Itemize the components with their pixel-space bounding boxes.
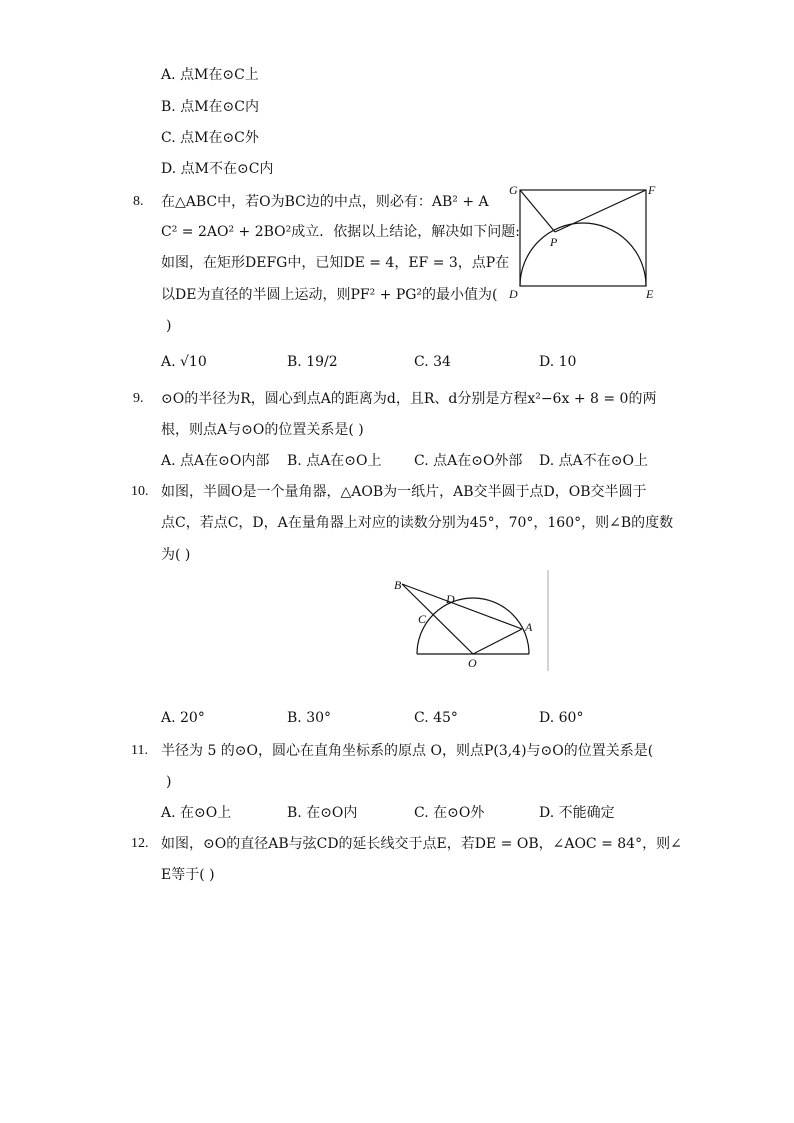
q9-option-c: C. 点A在⊙O外部: [414, 453, 523, 469]
q8-line-2: C² = 2AO² + 2BO²成立．依据以上结论，解决如下问题:: [161, 224, 520, 240]
label-a: A: [525, 620, 533, 634]
protractor-arc: [417, 598, 529, 654]
q10-figure: [388, 568, 553, 673]
q12-line-1: 如图，⊙O的直径AB与弦CD的延长线交于点E，若DE = OB，∠AOC = 84°，则∠: [161, 836, 682, 852]
label-f: F: [648, 183, 656, 197]
q8-option-a: A. √10: [161, 354, 207, 370]
q10-option-b: B. 30°: [287, 710, 332, 726]
label-g: G: [509, 183, 518, 197]
q11-option-c: C. 在⊙O外: [414, 805, 485, 821]
q9-number: 9.: [133, 391, 144, 406]
rectangle-defg: [520, 190, 646, 286]
label-e: E: [646, 287, 654, 301]
q8-option-d: D. 10: [539, 354, 577, 370]
q9-option-d: D. 点A不在⊙O上: [539, 453, 648, 469]
q10-option-d: D. 60°: [539, 710, 584, 726]
q7-option-a: A. 点M在⊙C上: [161, 67, 259, 83]
q10-line-2: 点C，若点C，D，A在量角器上对应的读数分别为45°，70°，160°，则∠B的度数: [161, 515, 674, 531]
q8-number: 8.: [133, 194, 144, 209]
segment-gp: [520, 190, 555, 232]
q7-option-b: B. 点M在⊙C内: [161, 99, 259, 115]
q7-option-c: C. 点M在⊙C外: [161, 130, 259, 146]
label-d: D: [509, 287, 518, 301]
semicircle-de: [520, 223, 646, 286]
q11-line-1: 半径为 5 的⊙O，圆心在直角坐标系的原点 O，则点P(3,4)与⊙O的位置关系是(: [161, 743, 654, 759]
q11-option-b: B. 在⊙O内: [287, 805, 358, 821]
q12-line-2: E等于( ): [161, 867, 215, 883]
label-b: B: [394, 578, 402, 592]
q10-line-3: 为( ): [161, 547, 191, 563]
q9-option-b: B. 点A在⊙O上: [287, 453, 382, 469]
q8-option-b: B. 19/2: [287, 354, 338, 370]
label-p: P: [550, 235, 558, 249]
q7-option-d: D. 点M不在⊙C内: [161, 161, 274, 177]
q8-line-3: 如图，在矩形DEFG中，已知DE = 4，EF = 3，点P在: [161, 255, 510, 271]
q10-option-a: A. 20°: [161, 710, 205, 726]
q9-option-a: A. 点A在⊙O内部: [161, 453, 270, 469]
q11-number: 11.: [131, 743, 148, 758]
segment-oa: [473, 629, 522, 654]
q8-line-5: ): [166, 318, 172, 334]
q8-figure: [505, 178, 665, 303]
q10-option-c: C. 45°: [414, 710, 458, 726]
q9-line-2: 根，则点A与⊙O的位置关系是( ): [161, 422, 364, 438]
q10-line-1: 如图，半圆O是一个量角器，△AOB为一纸片，AB交半圆于点D，OB交半圆于: [161, 484, 647, 500]
q11-option-a: A. 在⊙O上: [161, 805, 232, 821]
label-c: C: [418, 612, 427, 626]
q8-line-1: 在△ABC中，若O为BC边的中点，则必有：AB² + A: [161, 194, 489, 210]
label-o: O: [468, 656, 477, 670]
label-d: D: [446, 592, 455, 606]
q10-number: 10.: [131, 484, 149, 499]
q11-option-d: D. 不能确定: [539, 805, 615, 821]
q11-line-2: ): [166, 774, 172, 790]
q8-line-4: 以DE为直径的半圆上运动，则PF² + PG²的最小值为(: [161, 287, 498, 303]
q12-number: 12.: [131, 836, 149, 851]
q8-option-c: C. 34: [414, 354, 451, 370]
segment-bo: [402, 584, 473, 654]
q9-line-1: ⊙O的半径为R，圆心到点A的距离为d，且R、d分别是方程x²−6x + 8 = 0的两: [161, 391, 657, 407]
